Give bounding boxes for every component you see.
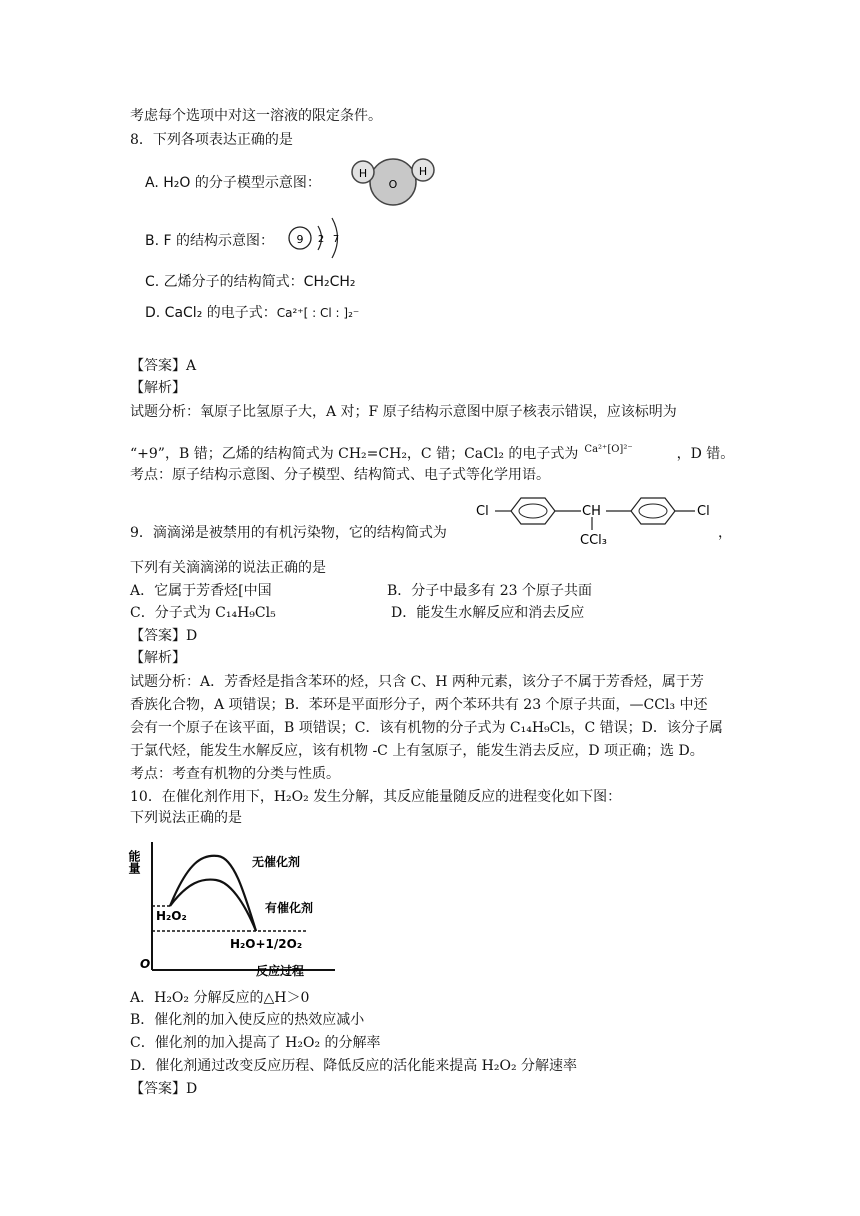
- origin-label: O: [140, 957, 151, 971]
- fluorine-structure-figure: [285, 214, 355, 264]
- q8-analysis-line-1: 试题分析：氧原子比氢原子大，A 对；F 原子结构示意图中原子核表示错误，应该标明为: [130, 404, 677, 420]
- q10-option-a: A．H₂O₂ 分解反应的△H＞0: [130, 990, 310, 1006]
- q9-stem-end: ，: [718, 525, 732, 541]
- shell-2-electrons: 7: [332, 234, 340, 245]
- q9-option-b: B．分子中最多有 23 个原子共面: [387, 583, 593, 599]
- q8-point: 考点：原子结构示意图、分子模型、结构简式、电子式等化学用语。: [130, 467, 550, 483]
- shell-1-electrons: 2: [317, 234, 325, 245]
- q9-point: 考点：考查有机物的分类与性质。: [130, 766, 340, 782]
- q8-option-a: A. H₂O 的分子模型示意图：: [145, 175, 321, 191]
- q9-analysis-title: 【解析】: [130, 650, 186, 666]
- q10-answer: 【答案】D: [130, 1081, 198, 1097]
- x-axis-label: 反应过程: [256, 964, 305, 978]
- ch-label: CH: [582, 504, 601, 519]
- curve1-label: 无催化剂: [252, 855, 301, 869]
- q9-stem: 9．滴滴涕是被禁用的有机污染物，它的结构简式为: [130, 525, 447, 541]
- benzene-ring-right: [631, 498, 675, 524]
- aromatic-circle-right: [639, 504, 667, 518]
- energy-diagram: [127, 832, 350, 980]
- product-label: H₂O+1/2O₂: [230, 937, 303, 951]
- q9-option-c: C．分子式为 C₁₄H₉Cl₅: [130, 605, 276, 621]
- reactant-label: H₂O₂: [156, 909, 187, 923]
- ddt-structure-figure: [473, 492, 723, 552]
- q10-option-c: C．催化剂的加入提高了 H₂O₂ 的分解率: [130, 1035, 381, 1051]
- q9-option-d: D．能发生水解反应和消去反应: [391, 605, 585, 621]
- q8-option-d-text: D. CaCl₂ 的电子式：: [145, 305, 277, 321]
- q8-analysis-line-2: [130, 440, 734, 464]
- q10-line-2: 下列说法正确的是: [130, 810, 242, 826]
- cacl2-electron-formula: Ca²⁺[ : Cl : ]₂⁻: [276, 306, 360, 320]
- q10-stem: 10．在催化剂作用下，H₂O₂ 发生分解，其反应能量随反应的进程变化如下图：: [130, 789, 622, 805]
- q9-answer: 【答案】D: [130, 628, 198, 644]
- aromatic-circle-left: [519, 504, 547, 518]
- q8-answer: 【答案】A: [130, 358, 197, 374]
- q9-analysis-line-4: 于氯代烃，能发生水解反应，该有机物 -C 上有氢原子，能发生消去反应，D 项正确；选 D。: [130, 743, 704, 759]
- q9-analysis-line-3: 会有一个原子在该平面，B 项错误；C．该有机物的分子式为 C₁₄H₉Cl₅，C 错误；D．该分子属: [130, 720, 723, 736]
- y-axis-label: 能量: [127, 850, 141, 874]
- q10-option-d: D．催化剂通过改变反应历程、降低反应的活化能来提高 H₂O₂ 分解速率: [130, 1058, 578, 1074]
- q8-option-b: B. F 的结构示意图：: [145, 233, 275, 249]
- q9-line-2: 下列有关滴滴涕的说法正确的是: [130, 560, 326, 576]
- h-label-left: H: [358, 167, 368, 180]
- right-cl-label: Cl: [697, 504, 710, 519]
- h-label-right: H: [418, 165, 428, 178]
- q8-analysis-line-2a: “+9”，B 错；乙烯的结构简式为 CH₂=CH₂，C 错；CaCl₂ 的电子式为: [130, 446, 579, 462]
- q9-analysis-line-2: 香族化合物，A 项错误；B．苯环是平面形分子，两个苯环共有 23 个原子共面，—CCl₃ 中还: [130, 697, 708, 713]
- cao-electron-formula: Ca²⁺[O]²⁻: [584, 444, 633, 455]
- ccl3-label: CCl₃: [580, 533, 607, 548]
- water-model-figure: [345, 152, 440, 207]
- q9-option-a: A．它属于芳香烃[中国: [130, 583, 272, 599]
- q9-analysis-line-1: 试题分析：A．芳香烃是指含苯环的烃，只含 C、H 两种元素，该分子不属于芳香烃，属于芳: [130, 674, 704, 690]
- left-cl-label: Cl: [476, 504, 489, 519]
- q8-stem: 8．下列各项表达正确的是: [130, 132, 293, 148]
- q8-option-c: C. 乙烯分子的结构简式：CH₂CH₂: [145, 274, 356, 290]
- q8-analysis-title: 【解析】: [130, 380, 186, 396]
- benzene-ring-left: [511, 498, 555, 524]
- nucleus-label: 9: [296, 233, 304, 246]
- q7-tail-text: 考虑每个选项中对这一溶液的限定条件。: [130, 108, 382, 124]
- o-label: O: [388, 178, 398, 191]
- q8-option-d: [145, 302, 359, 322]
- curve2-label: 有催化剂: [265, 901, 314, 915]
- catalyzed-curve: [170, 880, 256, 931]
- q10-option-b: B．催化剂的加入使反应的热效应减小: [130, 1012, 365, 1028]
- q8-analysis-line-2b: ，D 错。: [676, 446, 735, 462]
